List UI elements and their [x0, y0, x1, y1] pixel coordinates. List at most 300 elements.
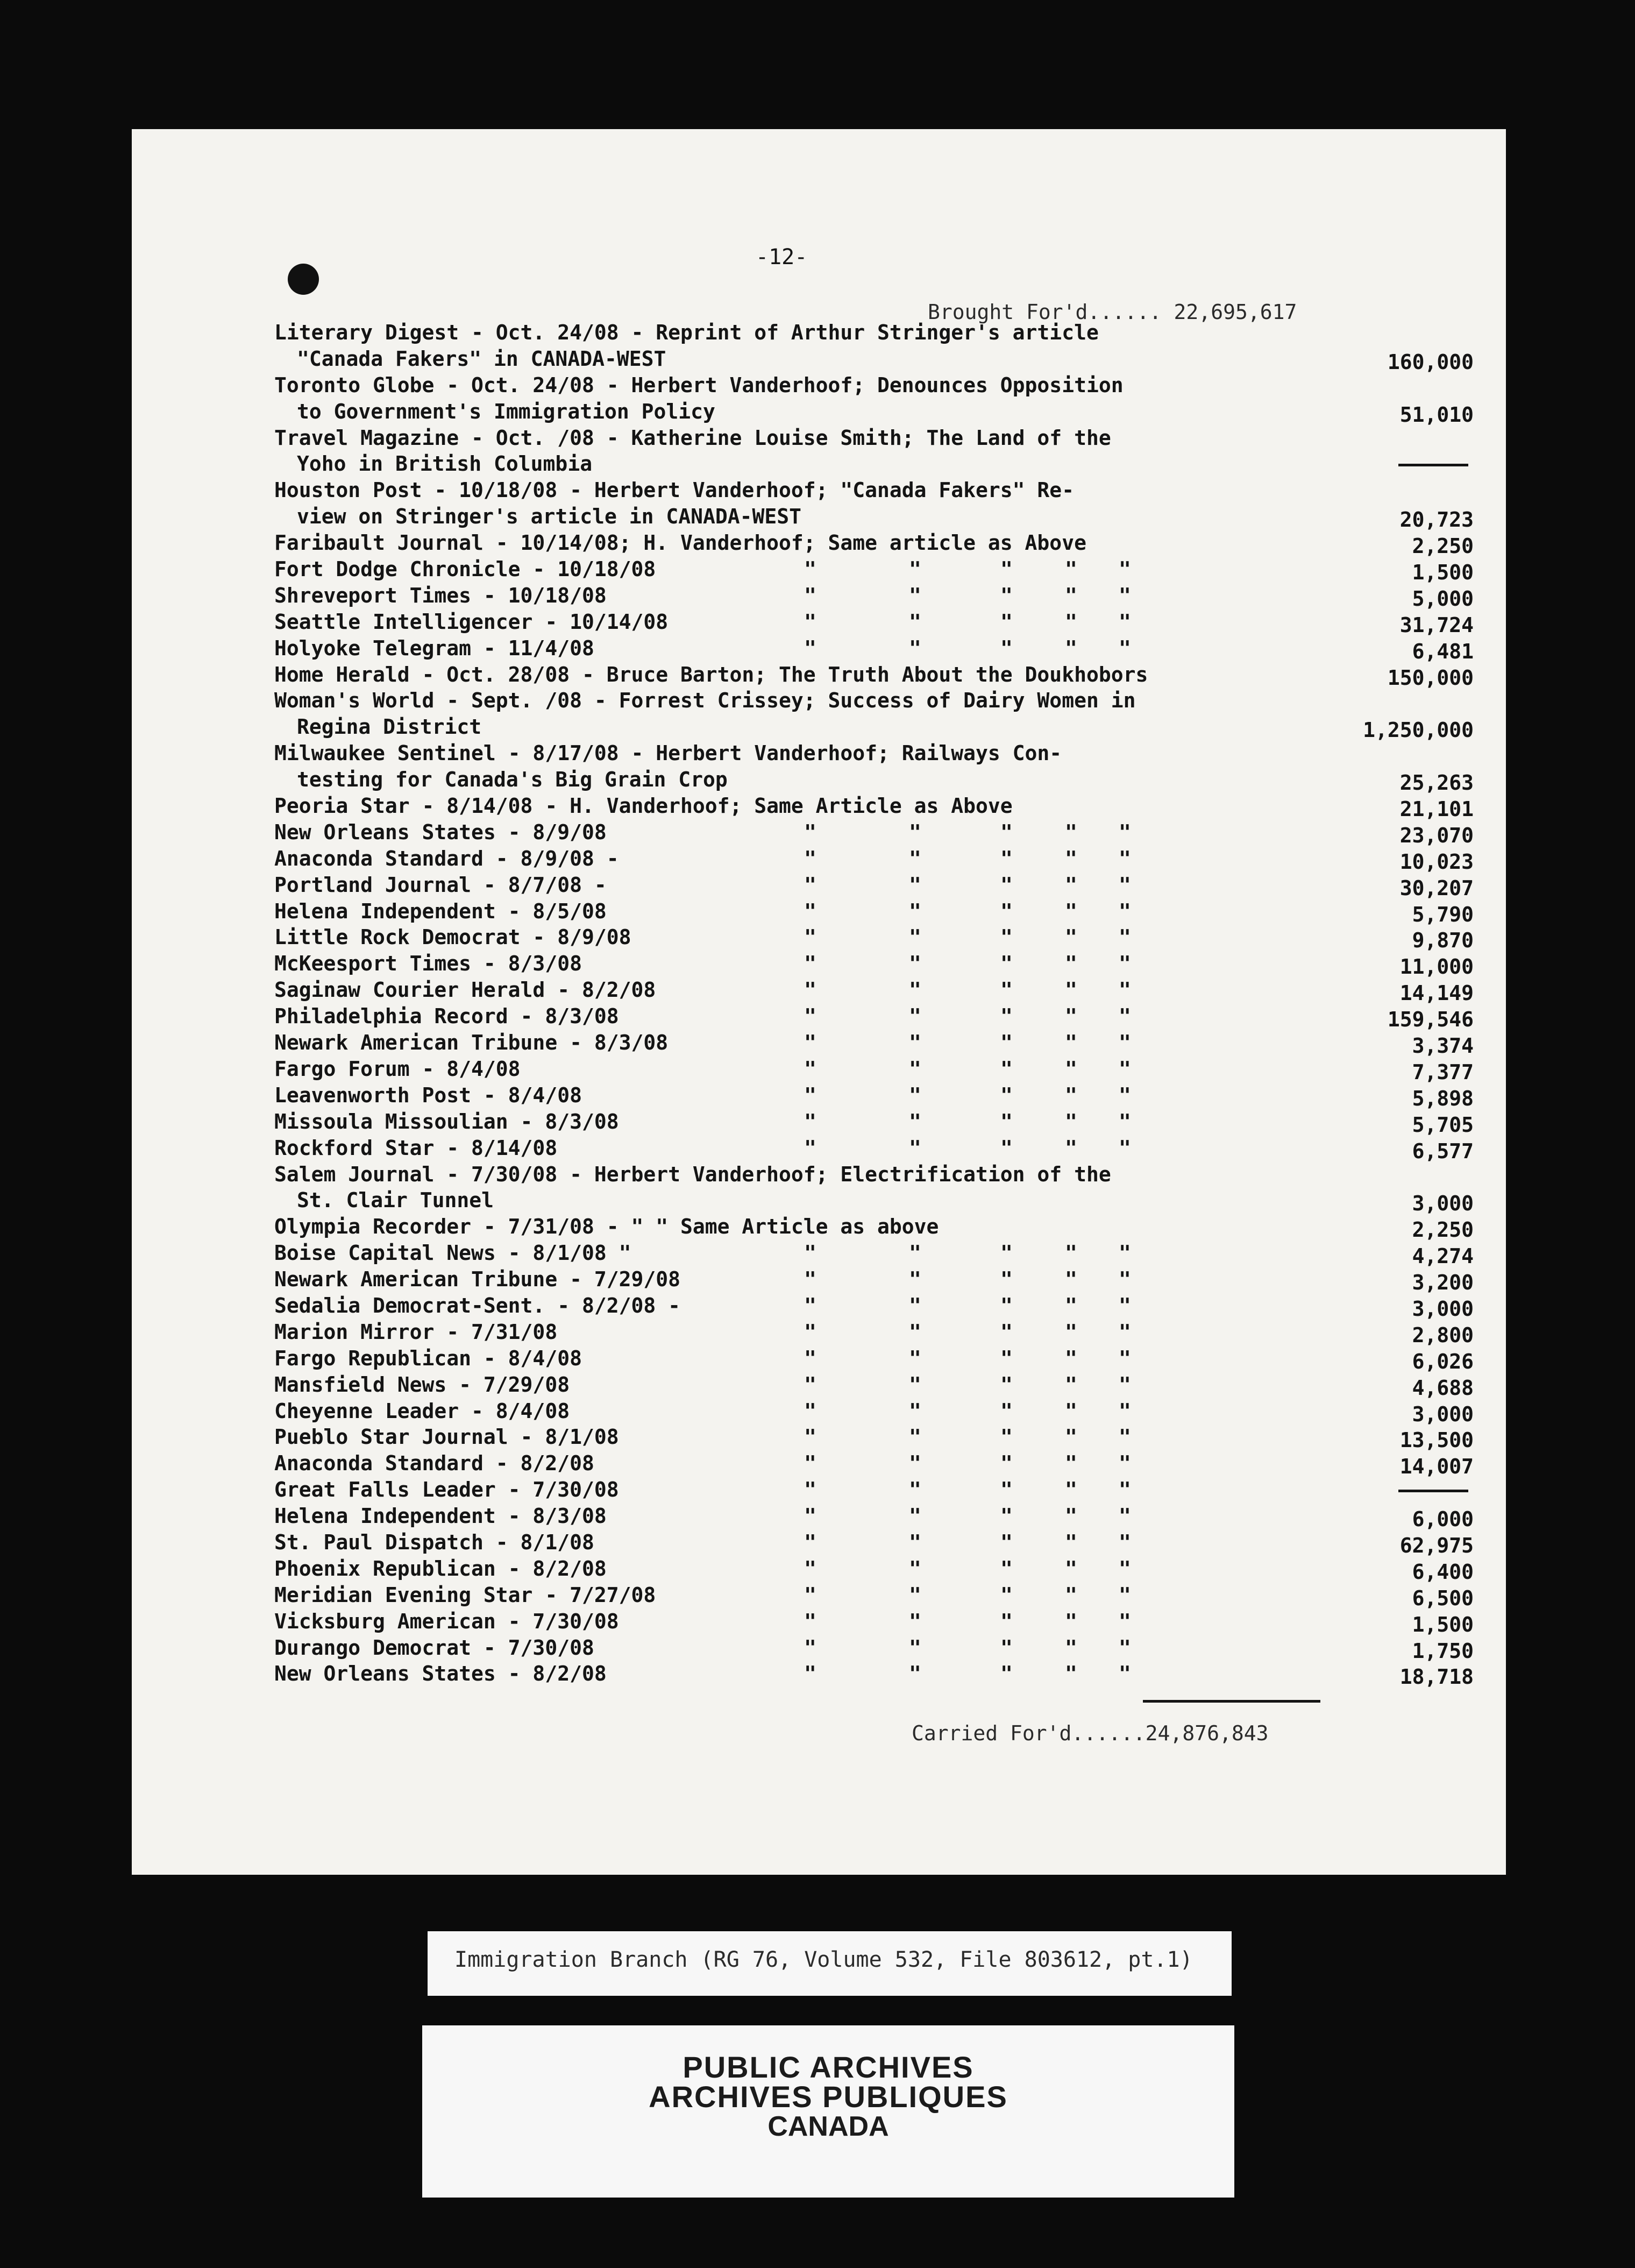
ditto-mark: ": [909, 583, 921, 607]
ditto-mark: ": [804, 1004, 816, 1029]
ditto-mark: ": [1119, 557, 1131, 582]
entry-text: Meridian Evening Star - 7/27/08: [274, 1583, 656, 1607]
ditto-mark: ": [909, 820, 921, 844]
blank-dash: [1398, 464, 1468, 466]
ditto-mark: ": [1065, 1556, 1077, 1580]
entry-text: Olympia Recorder - 7/31/08 - " " Same Article as above: [274, 1215, 939, 1239]
ledger-row: [274, 528, 1474, 558]
ditto-mark: ": [804, 1136, 816, 1160]
ditto-mark: ": [1119, 1136, 1131, 1160]
ledger-row: [274, 817, 1474, 847]
entry-value: 5,705: [1412, 1112, 1474, 1137]
ledger-row: [274, 1370, 1474, 1400]
entry-text: Peoria Star - 8/14/08 - H. Vanderhoof; Same Article as Above: [274, 794, 1013, 818]
entry-text: Toronto Globe - Oct. 24/08 - Herbert Vanderhoof; Denounces Opposition: [274, 373, 1124, 397]
entry-text: Boise Capital News - 8/1/08 ": [274, 1241, 631, 1265]
entry-value: 159,546: [1387, 1008, 1474, 1032]
ledger-row: [274, 1133, 1474, 1163]
ledger-row: [274, 685, 1474, 712]
ledger-row: [274, 1001, 1474, 1032]
entry-text: Mansfield News - 7/29/08: [274, 1372, 570, 1397]
ditto-mark: ": [804, 636, 816, 660]
ditto-mark: ": [1119, 1320, 1131, 1344]
ditto-mark: ": [909, 1031, 921, 1055]
ditto-mark: ": [909, 1583, 921, 1607]
ditto-mark: ": [1065, 1425, 1077, 1449]
ditto-mark: ": [804, 1609, 816, 1633]
entry-value: 5,898: [1412, 1086, 1474, 1110]
total-underline: [1143, 1700, 1320, 1703]
ledger-row: [274, 975, 1474, 1005]
entry-text: Fort Dodge Chronicle - 10/18/08: [274, 557, 656, 582]
entry-text: Helena Independent - 8/3/08: [274, 1504, 607, 1528]
ditto-mark: ": [1065, 978, 1077, 1002]
ditto-mark: ": [909, 636, 921, 660]
ledger-row: [274, 1027, 1474, 1058]
entry-text: Saginaw Courier Herald - 8/2/08: [274, 978, 656, 1002]
ditto-mark: ": [909, 1136, 921, 1160]
entry-value: 31,724: [1399, 613, 1474, 637]
ditto-mark: ": [909, 1530, 921, 1554]
entry-value: 14,007: [1399, 1455, 1474, 1479]
entry-text: Missoula Missoulian - 8/3/08: [274, 1109, 619, 1133]
entry-text: Travel Magazine - Oct. /08 - Katherine Louise Smith; The Land of the: [274, 426, 1111, 450]
ditto-mark: ": [804, 1293, 816, 1317]
ditto-mark: ": [1000, 1057, 1013, 1081]
ditto-mark: ": [1065, 1662, 1077, 1686]
ledger-row: [274, 1264, 1474, 1295]
entry-text: Durango Democrat - 7/30/08: [274, 1635, 594, 1660]
entry-text: Pueblo Star Journal - 8/1/08: [274, 1425, 619, 1449]
ditto-mark: ": [1119, 1583, 1131, 1607]
ditto-mark: ": [1000, 1136, 1013, 1160]
ditto-mark: ": [1000, 1372, 1013, 1397]
ditto-mark: ": [909, 1504, 921, 1528]
ditto-mark: ": [1119, 1346, 1131, 1370]
ditto-mark: ": [1000, 952, 1013, 976]
archives-stamp: [422, 2025, 1234, 2198]
ledger-row: [274, 1291, 1474, 1321]
entry-value: 20,723: [1399, 508, 1474, 532]
page-number: -12-: [756, 245, 808, 270]
entry-value: 7,377: [1412, 1060, 1474, 1084]
ledger-row: [274, 1422, 1474, 1452]
entry-text: Fargo Forum - 8/4/08: [274, 1057, 521, 1081]
stamp-line-2: ARCHIVES PUBLIQUES: [649, 2080, 1008, 2114]
entry-value: 3,000: [1412, 1296, 1474, 1321]
entry-text: Anaconda Standard - 8/9/08 -: [274, 846, 619, 870]
ditto-mark: ": [1000, 1293, 1013, 1317]
ledger-row: [274, 501, 1474, 532]
entry-text: to Government's Immigration Policy: [297, 399, 715, 423]
entry-value: 6,500: [1412, 1586, 1474, 1610]
ditto-mark: ": [909, 1425, 921, 1449]
ditto-mark: ": [1000, 1109, 1013, 1133]
ledger-row: [274, 396, 1474, 427]
ditto-mark: ": [1065, 1083, 1077, 1107]
ditto-mark: ": [1065, 1504, 1077, 1528]
ditto-mark: ": [804, 1346, 816, 1370]
stamp-line-3: CANADA: [767, 2111, 889, 2142]
entry-text: Leavenworth Post - 8/4/08: [274, 1083, 582, 1107]
entry-value: 6,577: [1412, 1139, 1474, 1163]
brought-forward: Brought For'd...... 22,695,617: [928, 300, 1297, 324]
ditto-mark: ": [909, 1241, 921, 1265]
ditto-mark: ": [1000, 1451, 1013, 1476]
ledger-row: [274, 1396, 1474, 1426]
ditto-mark: ": [1000, 925, 1013, 949]
ditto-mark: ": [909, 846, 921, 870]
entry-value: 14,149: [1399, 981, 1474, 1005]
ledger-row: [274, 660, 1474, 690]
entry-value: 62,975: [1399, 1533, 1474, 1557]
ditto-mark: ": [804, 1320, 816, 1344]
entry-value: 6,000: [1412, 1507, 1474, 1532]
ditto-mark: ": [1119, 1635, 1131, 1660]
entry-value: 2,250: [1412, 534, 1474, 558]
entry-value: 150,000: [1387, 665, 1474, 690]
ditto-mark: ": [909, 1478, 921, 1502]
ditto-mark: ": [1000, 1504, 1013, 1528]
ditto-mark: ": [1119, 1372, 1131, 1397]
entry-text: Shreveport Times - 10/18/08: [274, 583, 607, 607]
entry-text: Marion Mirror - 7/31/08: [274, 1320, 558, 1344]
ditto-mark: ": [1119, 925, 1131, 949]
ditto-mark: ": [1065, 636, 1077, 660]
ditto-mark: ": [1119, 1004, 1131, 1029]
ledger-row: [274, 1633, 1474, 1663]
entry-text: New Orleans States - 8/2/08: [274, 1662, 607, 1686]
ditto-mark: ": [1065, 1241, 1077, 1265]
entry-value: 5,000: [1412, 586, 1474, 611]
entry-value: 1,500: [1412, 1612, 1474, 1636]
ditto-mark: ": [1000, 1241, 1013, 1265]
ditto-mark: ": [1000, 1530, 1013, 1554]
ledger-row: [274, 370, 1474, 396]
ledger-row: [274, 1501, 1474, 1532]
ditto-mark: ": [1065, 873, 1077, 897]
ditto-mark: ": [1065, 1031, 1077, 1055]
ledger-row: [274, 1159, 1474, 1186]
ditto-mark: ": [1119, 1109, 1131, 1133]
entry-value: 21,101: [1399, 797, 1474, 821]
ditto-mark: ": [909, 609, 921, 634]
ditto-mark: ": [1065, 1451, 1077, 1476]
entry-value: 23,070: [1399, 823, 1474, 847]
ditto-mark: ": [1119, 1031, 1131, 1055]
ledger-row: [274, 1185, 1474, 1216]
ditto-mark: ": [1065, 1109, 1077, 1133]
ditto-mark: ": [1065, 820, 1077, 844]
ditto-mark: ": [1000, 1556, 1013, 1580]
ditto-mark: ": [1119, 1609, 1131, 1633]
ditto-mark: ": [804, 925, 816, 949]
entry-value: 5,790: [1412, 902, 1474, 926]
ledger-row: [274, 1475, 1474, 1501]
ditto-mark: ": [1000, 846, 1013, 870]
ditto-mark: ": [1119, 820, 1131, 844]
ditto-mark: ": [804, 1241, 816, 1265]
ditto-mark: ": [1000, 1031, 1013, 1055]
ditto-mark: ": [909, 899, 921, 923]
ditto-mark: ": [804, 1530, 816, 1554]
entry-text: Great Falls Leader - 7/30/08: [274, 1478, 619, 1502]
ditto-mark: ": [909, 1662, 921, 1686]
ledger-row: [274, 896, 1474, 926]
ditto-mark: ": [804, 1662, 816, 1686]
ledger-row: [274, 844, 1474, 874]
entry-text: Vicksburg American - 7/30/08: [274, 1609, 619, 1633]
entry-value: 10,023: [1399, 849, 1474, 874]
entry-text: Houston Post - 10/18/08 - Herbert Vanderhoof; "Canada Fakers" Re-: [274, 478, 1075, 502]
ditto-mark: ": [909, 1004, 921, 1029]
ditto-mark: ": [1065, 1293, 1077, 1317]
ditto-mark: ": [804, 1267, 816, 1292]
ditto-mark: ": [1065, 557, 1077, 582]
ditto-mark: ": [1065, 1530, 1077, 1554]
ditto-mark: ": [1000, 1004, 1013, 1029]
entry-text: Phoenix Republican - 8/2/08: [274, 1556, 607, 1580]
ditto-mark: ": [1065, 609, 1077, 634]
ditto-mark: ": [909, 557, 921, 582]
entry-text: Anaconda Standard - 8/2/08: [274, 1451, 594, 1476]
ditto-mark: ": [1119, 609, 1131, 634]
entry-value: 2,800: [1412, 1323, 1474, 1347]
ledger-row: [274, 791, 1474, 821]
ditto-mark: ": [1000, 1083, 1013, 1107]
ditto-mark: ": [1119, 978, 1131, 1002]
ditto-mark: ": [804, 1372, 816, 1397]
ditto-mark: ": [1065, 583, 1077, 607]
ledger-row: [274, 1238, 1474, 1268]
ditto-mark: ": [1119, 899, 1131, 923]
ditto-mark: ": [909, 1320, 921, 1344]
ditto-mark: ": [1065, 1320, 1077, 1344]
ditto-mark: ": [909, 952, 921, 976]
ditto-mark: ": [1000, 1346, 1013, 1370]
ditto-mark: ": [1119, 1451, 1131, 1476]
ditto-mark: ": [1119, 873, 1131, 897]
entry-value: 6,400: [1412, 1560, 1474, 1584]
entry-text: New Orleans States - 8/9/08: [274, 820, 607, 844]
entry-value: 3,000: [1412, 1402, 1474, 1426]
entry-value: 6,026: [1412, 1349, 1474, 1373]
entry-text: Newark American Tribune - 8/3/08: [274, 1031, 669, 1055]
ditto-mark: ": [1065, 899, 1077, 923]
ditto-mark: ": [909, 978, 921, 1002]
entry-value: 3,374: [1412, 1034, 1474, 1058]
ledger-row: [274, 1211, 1474, 1242]
ditto-mark: ": [909, 1372, 921, 1397]
ledger-row: [274, 1343, 1474, 1373]
entry-text: testing for Canada's Big Grain Crop: [297, 768, 728, 792]
entry-value: 11,000: [1399, 955, 1474, 979]
ditto-mark: ": [804, 1478, 816, 1502]
carried-forward: Carried For'd......24,876,843: [912, 1721, 1269, 1745]
entry-text: Cheyenne Leader - 8/4/08: [274, 1399, 570, 1423]
entry-text: Faribault Journal - 10/14/08; H. Vanderhoof; Same article as Above: [274, 531, 1086, 555]
ledger-row: [274, 344, 1474, 374]
ditto-mark: ": [1119, 1241, 1131, 1265]
ledger-row: [274, 948, 1474, 979]
entry-text: Holyoke Telegram - 11/4/08: [274, 636, 594, 660]
ditto-mark: ": [909, 925, 921, 949]
entry-text: Portland Journal - 8/7/08 -: [274, 873, 607, 897]
ditto-mark: ": [1065, 846, 1077, 870]
ditto-mark: ": [804, 1083, 816, 1107]
entry-value: 160,000: [1387, 350, 1474, 374]
ditto-mark: ": [1119, 1057, 1131, 1081]
entry-text: Newark American Tribune - 7/29/08: [274, 1267, 680, 1292]
entry-text: Salem Journal - 7/30/08 - Herbert Vanderhoof; Electrification of the: [274, 1162, 1111, 1186]
ledger-row: [274, 1080, 1474, 1110]
ditto-mark: ": [909, 1451, 921, 1476]
ledger-row: [274, 1606, 1474, 1636]
entry-text: Seattle Intelligencer - 10/14/08: [274, 609, 669, 634]
ditto-mark: ": [1000, 1609, 1013, 1633]
entry-text: Rockford Star - 8/14/08: [274, 1136, 558, 1160]
ditto-mark: ": [804, 1583, 816, 1607]
entry-text: Fargo Republican - 8/4/08: [274, 1346, 582, 1370]
ditto-mark: ": [1000, 557, 1013, 582]
ledger-row: [274, 1527, 1474, 1557]
ditto-mark: ": [804, 846, 816, 870]
ditto-mark: ": [804, 1031, 816, 1055]
entry-value: 3,000: [1412, 1192, 1474, 1216]
ditto-mark: ": [1000, 899, 1013, 923]
ditto-mark: ": [1119, 1293, 1131, 1317]
ditto-mark: ": [1119, 636, 1131, 660]
ledger-row: [274, 475, 1474, 501]
ditto-mark: ": [804, 1556, 816, 1580]
ditto-mark: ": [1119, 1504, 1131, 1528]
ditto-mark: ": [1000, 636, 1013, 660]
ledger-row: [274, 764, 1474, 795]
ditto-mark: ": [804, 899, 816, 923]
entry-text: Yoho in British Columbia: [297, 452, 593, 476]
document-page: [132, 129, 1506, 1875]
ledger-row: [274, 423, 1474, 449]
ditto-mark: ": [1119, 1530, 1131, 1554]
ditto-mark: ": [1119, 1399, 1131, 1423]
entry-text: Little Rock Democrat - 8/9/08: [274, 925, 631, 949]
entry-text: view on Stringer's article in CANADA-WEST: [297, 505, 801, 529]
ditto-mark: ": [909, 1057, 921, 1081]
ditto-mark: ": [1119, 583, 1131, 607]
ledger-row: [274, 1554, 1474, 1584]
archive-reference-strip: [428, 1931, 1232, 1996]
ditto-mark: ": [1065, 1267, 1077, 1292]
ledger-row: [274, 554, 1474, 585]
entry-text: McKeesport Times - 8/3/08: [274, 952, 582, 976]
ditto-mark: ": [909, 1267, 921, 1292]
ditto-mark: ": [1065, 925, 1077, 949]
ditto-mark: ": [1065, 952, 1077, 976]
ditto-mark: ": [804, 952, 816, 976]
ditto-mark: ": [1065, 1635, 1077, 1660]
ditto-mark: ": [804, 1425, 816, 1449]
entry-text: Philadelphia Record - 8/3/08: [274, 1004, 619, 1029]
ditto-mark: ": [804, 1504, 816, 1528]
ditto-mark: ": [1119, 1662, 1131, 1686]
ditto-mark: ": [1119, 1267, 1131, 1292]
ditto-mark: ": [1065, 1583, 1077, 1607]
entry-text: Literary Digest - Oct. 24/08 - Reprint of Arthur Stringer's article: [274, 321, 1099, 344]
ditto-mark: ": [1065, 1609, 1077, 1633]
ditto-mark: ": [1119, 1478, 1131, 1502]
entry-value: 2,250: [1412, 1218, 1474, 1242]
ditto-mark: ": [1119, 952, 1131, 976]
ledger-row: [274, 1054, 1474, 1084]
ditto-mark: ": [1000, 1635, 1013, 1660]
entry-text: Helena Independent - 8/5/08: [274, 899, 607, 923]
ditto-mark: ": [1065, 1346, 1077, 1370]
ledger-row: [274, 317, 1474, 344]
entry-value: 9,870: [1412, 929, 1474, 953]
ledger-row: [274, 1580, 1474, 1610]
ditto-mark: ": [909, 1293, 921, 1317]
entry-text: Sedalia Democrat-Sent. - 8/2/08 -: [274, 1293, 680, 1317]
ditto-mark: ": [909, 873, 921, 897]
ditto-mark: ": [804, 1057, 816, 1081]
ditto-mark: ": [1000, 978, 1013, 1002]
ditto-mark: ": [1065, 1478, 1077, 1502]
ditto-mark: ": [1000, 820, 1013, 844]
blank-dash: [1398, 1490, 1468, 1492]
ledger-row: [274, 712, 1474, 742]
ditto-mark: ": [1065, 1399, 1077, 1423]
ditto-mark: ": [1119, 1425, 1131, 1449]
ditto-mark: ": [909, 1609, 921, 1633]
ditto-mark: ": [804, 1635, 816, 1660]
ledger-row: [274, 607, 1474, 637]
entry-value: 4,688: [1412, 1376, 1474, 1400]
entry-value: 18,718: [1399, 1665, 1474, 1689]
ditto-mark: ": [909, 1346, 921, 1370]
ditto-mark: ": [1119, 1556, 1131, 1580]
ledger-row: [274, 1448, 1474, 1479]
entry-value: 25,263: [1399, 771, 1474, 795]
ditto-mark: ": [1119, 846, 1131, 870]
punch-hole: [288, 264, 319, 295]
ditto-mark: ": [1000, 609, 1013, 634]
ditto-mark: ": [804, 1451, 816, 1476]
entry-text: "Canada Fakers" in CANADA-WEST: [297, 346, 666, 371]
ditto-mark: ": [804, 557, 816, 582]
entry-text: St. Paul Dispatch - 8/1/08: [274, 1530, 594, 1554]
ditto-mark: ": [1119, 1083, 1131, 1107]
ditto-mark: ": [1000, 873, 1013, 897]
ditto-mark: ": [1000, 1267, 1013, 1292]
entry-text: Regina District: [297, 715, 482, 739]
entry-text: St. Clair Tunnel: [297, 1188, 494, 1213]
entry-text: Home Herald - Oct. 28/08 - Bruce Barton; The Truth About the Doukhobors: [274, 662, 1148, 686]
ledger-row: [274, 738, 1474, 764]
ditto-mark: ": [1000, 1583, 1013, 1607]
entry-value: 30,207: [1399, 876, 1474, 900]
ditto-mark: ": [1065, 1004, 1077, 1029]
ledger-row: [274, 633, 1474, 663]
ditto-mark: ": [804, 609, 816, 634]
ditto-mark: ": [909, 1109, 921, 1133]
ditto-mark: ": [1000, 583, 1013, 607]
ledger-row: [274, 449, 1474, 475]
ditto-mark: ": [804, 1399, 816, 1423]
entry-value: 3,200: [1412, 1271, 1474, 1295]
ledger-row: [274, 870, 1474, 900]
ditto-mark: ": [1065, 1372, 1077, 1397]
ditto-mark: ": [1000, 1320, 1013, 1344]
